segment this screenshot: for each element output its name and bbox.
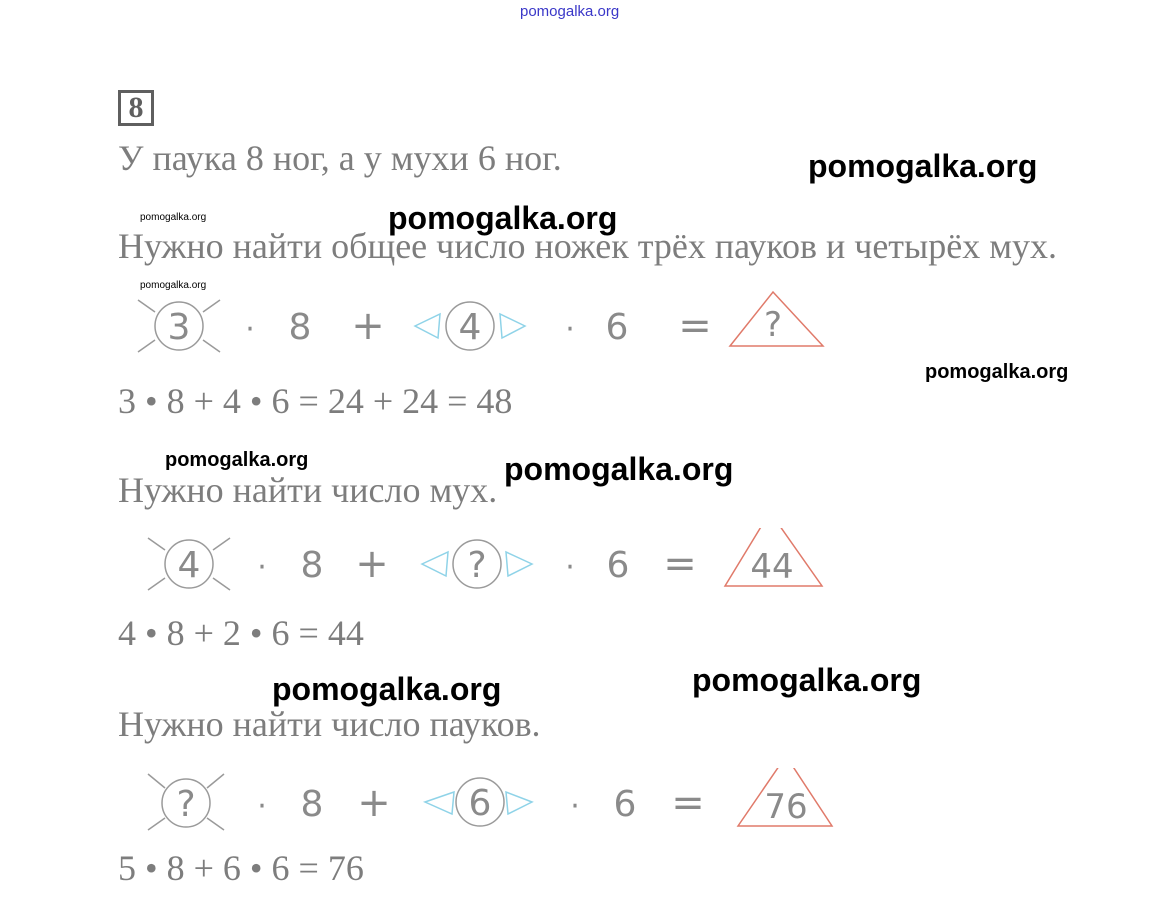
part3-solution: 5 • 8 + 6 • 6 = 76 bbox=[118, 848, 364, 888]
equals-sign: = bbox=[671, 780, 705, 826]
part1-solution: 3 • 8 + 4 • 6 = 24 + 24 = 48 bbox=[118, 381, 513, 421]
dot-sign: · bbox=[565, 550, 575, 585]
watermark: pomogalka.org bbox=[140, 212, 207, 223]
fly-legs: 6 bbox=[606, 545, 630, 586]
watermark: pomogalka.org bbox=[925, 361, 1069, 383]
plus-sign: + bbox=[351, 303, 385, 349]
spider-legs: 8 bbox=[288, 307, 312, 348]
part2-question: Нужно найти число мух. bbox=[118, 470, 498, 510]
fly-legs: 6 bbox=[613, 784, 637, 825]
spiders-count: 3 bbox=[167, 307, 191, 348]
fly-legs: 6 bbox=[605, 307, 629, 348]
watermark: pomogalka.org bbox=[388, 200, 618, 236]
flies-count: ? bbox=[467, 545, 487, 586]
intro-text: У паука 8 ног, а у мухи 6 ног. bbox=[118, 138, 562, 178]
watermark: pomogalka.org bbox=[272, 671, 502, 707]
part3-question: Нужно найти число пауков. bbox=[118, 704, 541, 744]
site-link[interactable]: pomogalka.org bbox=[520, 3, 620, 20]
watermark: pomogalka.org bbox=[165, 449, 309, 471]
equals-sign: = bbox=[663, 541, 697, 587]
spiders-count: 4 bbox=[177, 545, 201, 586]
spider-legs: 8 bbox=[300, 545, 324, 586]
flies-count: 6 bbox=[468, 783, 492, 824]
spiders-count: ? bbox=[176, 784, 196, 825]
part1-scheme bbox=[130, 290, 850, 360]
total-value: 44 bbox=[750, 547, 794, 587]
total-value: 76 bbox=[764, 787, 808, 827]
part2-scheme bbox=[140, 528, 860, 598]
dot-sign: · bbox=[257, 550, 267, 585]
dot-sign: · bbox=[257, 789, 267, 824]
dot-sign: · bbox=[245, 312, 255, 347]
task-number: 8 bbox=[128, 91, 144, 124]
watermark: pomogalka.org bbox=[808, 148, 1038, 184]
watermark: pomogalka.org bbox=[504, 451, 734, 487]
flies-count: 4 bbox=[458, 307, 482, 348]
dot-sign: · bbox=[570, 789, 580, 824]
part1-question: Нужно найти общее число ножек трёх пауков и четырёх мух. bbox=[118, 226, 1057, 266]
plus-sign: + bbox=[357, 780, 391, 826]
equals-sign: = bbox=[678, 303, 712, 349]
part2-solution: 4 • 8 + 2 • 6 = 44 bbox=[118, 613, 364, 653]
spider-legs: 8 bbox=[300, 784, 324, 825]
task-number-box bbox=[118, 90, 154, 126]
watermark: pomogalka.org bbox=[692, 662, 922, 698]
part3-scheme bbox=[140, 768, 860, 838]
watermark: pomogalka.org bbox=[140, 280, 207, 291]
total-value: ? bbox=[763, 305, 783, 345]
plus-sign: + bbox=[355, 541, 389, 587]
dot-sign: · bbox=[565, 312, 575, 347]
